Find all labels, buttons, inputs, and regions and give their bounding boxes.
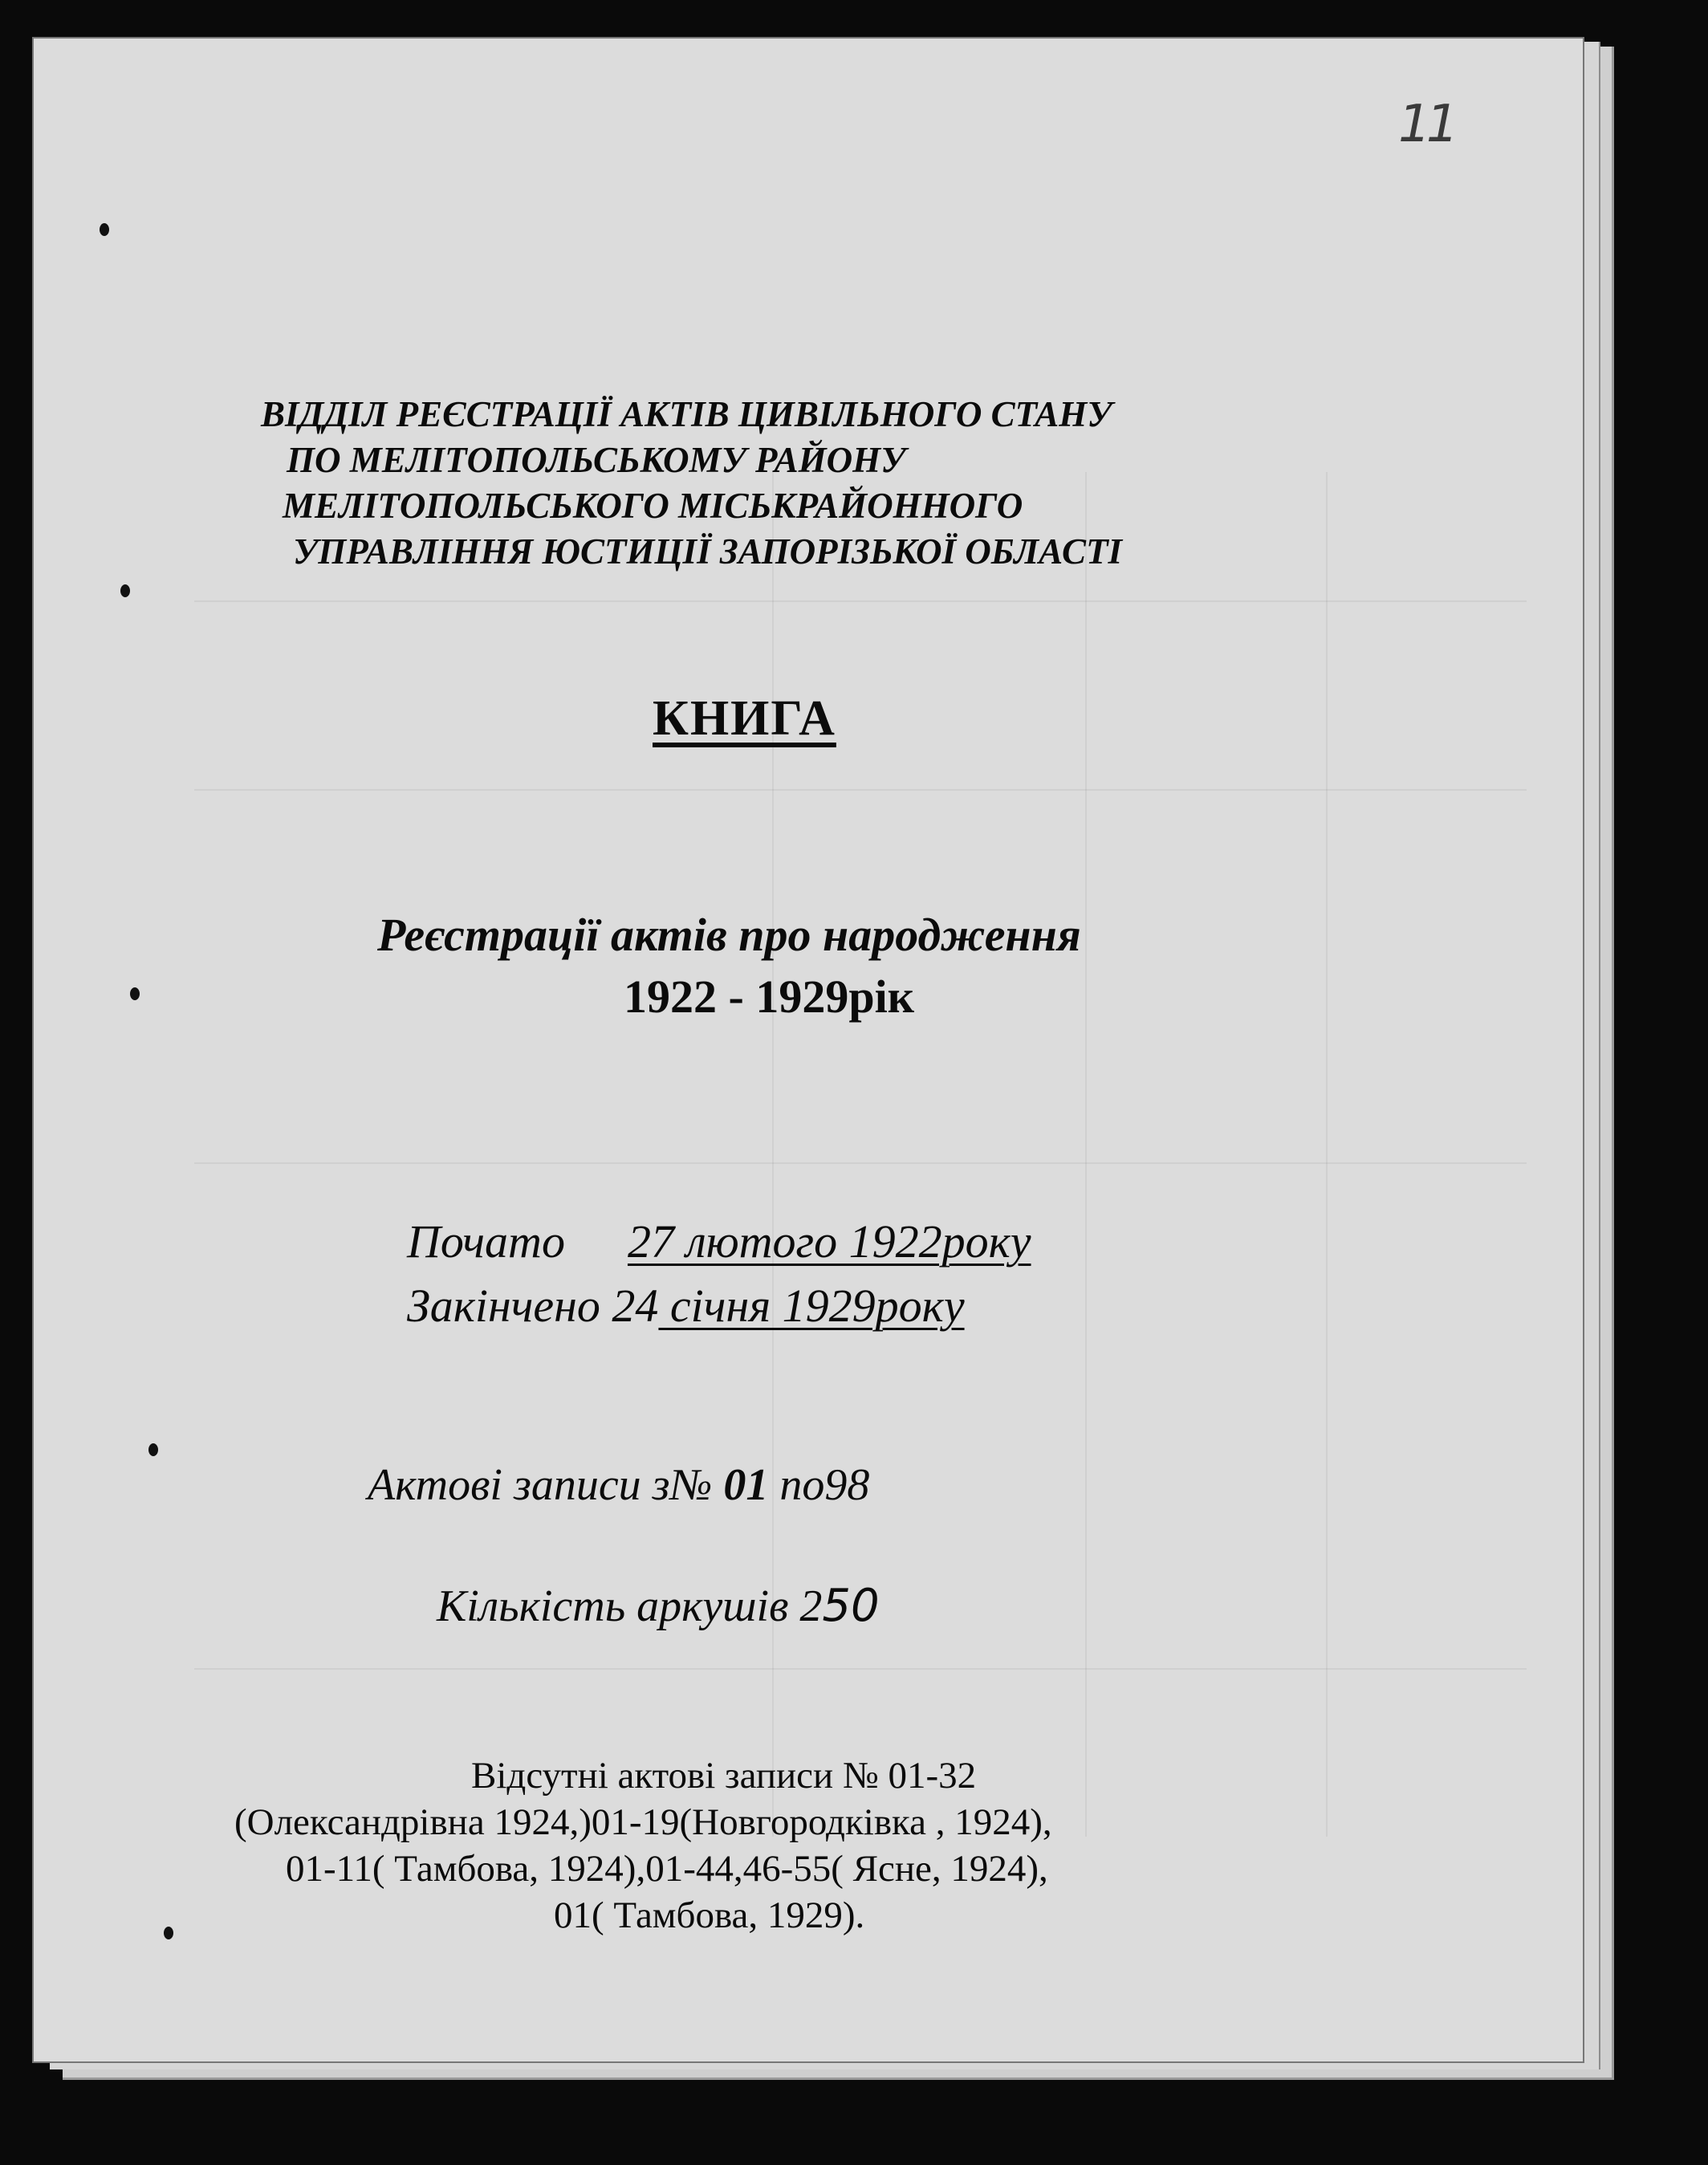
- ended-label: Закінчено 24: [407, 1280, 659, 1332]
- handwritten-page-number: 11: [1398, 95, 1454, 154]
- binding-hole: [148, 1443, 158, 1456]
- header-line-3: МЕЛІТОПОЛЬСЬКОГО МІСЬКРАЙОННОГО: [283, 486, 1023, 526]
- book-subtitle: Реєстрації актів про народження: [377, 909, 1081, 961]
- sheets-handwritten: 50: [822, 1580, 880, 1632]
- ghost-line: [1326, 472, 1328, 1837]
- binding-hole: [164, 1927, 173, 1939]
- ghost-line: [194, 789, 1527, 791]
- binding-hole: [100, 223, 109, 236]
- book-years: 1922 - 1929рік: [624, 971, 915, 1023]
- ghost-line: [194, 1668, 1527, 1670]
- sheets-count: [437, 1580, 880, 1632]
- binding-hole: [130, 987, 140, 1000]
- ghost-line: [194, 1162, 1527, 1164]
- missing-line-4: 01( Тамбова, 1929).: [554, 1894, 865, 1936]
- acts-from: 01: [723, 1460, 769, 1510]
- ghost-line: [772, 472, 774, 1837]
- header-line-4: УПРАВЛІННЯ ЮСТИЦІЇ ЗАПОРІЗЬКОЇ ОБЛАСТІ: [293, 531, 1123, 572]
- started-line: [407, 1215, 1031, 1268]
- missing-line-1: Відсутні актові записи № 01-32: [471, 1755, 977, 1797]
- acts-to: по98: [768, 1460, 870, 1510]
- header-line-2: ПО МЕЛІТОПОЛЬСЬКОМУ РАЙОНУ: [287, 440, 906, 480]
- header-line-1: ВІДДІЛ РЕЄСТРАЦІЇ АКТІВ ЦИВІЛЬНОГО СТАНУ: [261, 394, 1112, 434]
- document-page: [34, 39, 1583, 2061]
- ended-date: січня 1929року: [658, 1280, 965, 1332]
- ended-line: [407, 1279, 965, 1333]
- sheets-label: Кількість аркушів 2: [437, 1581, 823, 1631]
- ghost-line: [194, 600, 1527, 602]
- acts-prefix: Актові записи з№: [368, 1460, 724, 1510]
- started-date: 27 лютого 1922року: [627, 1215, 1031, 1268]
- missing-line-3: 01-11( Тамбова, 1924),01-44,46-55( Ясне, 1924),: [286, 1848, 1048, 1890]
- ghost-line: [1085, 472, 1087, 1837]
- acts-range: [368, 1459, 869, 1511]
- started-label: Почато: [407, 1215, 565, 1268]
- binding-hole: [120, 584, 130, 597]
- missing-line-2: (Олександрівна 1924,)01-19(Новгородківка , 1924),: [234, 1801, 1052, 1843]
- book-title: КНИГА: [653, 691, 836, 746]
